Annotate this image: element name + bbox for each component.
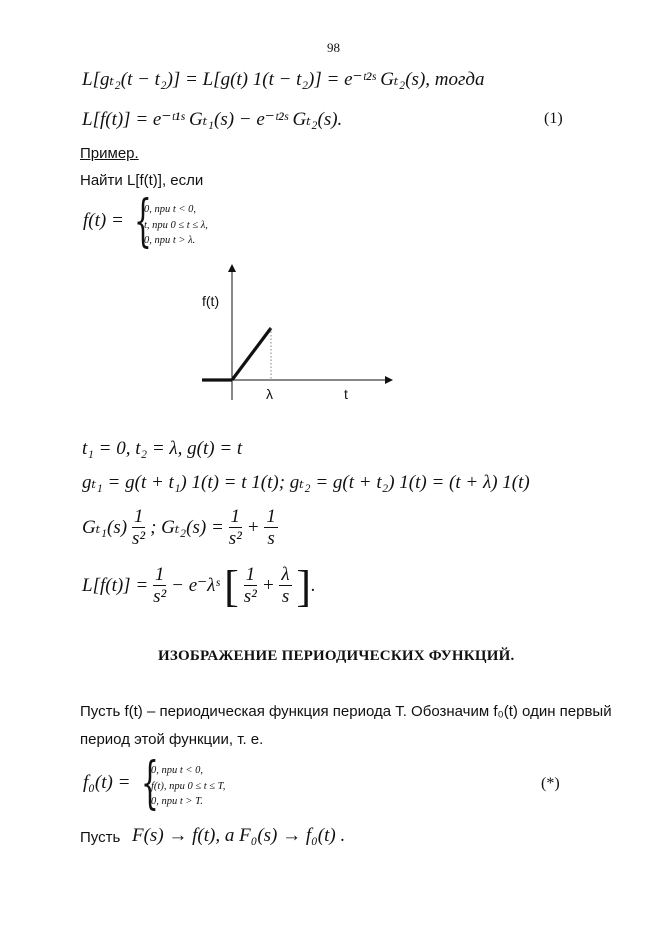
last-line-formula: F(s) → f(t), a F₀(s) → f₀(t) . [132, 825, 346, 846]
find-text: Найти L[f(t)], если [80, 172, 204, 189]
result-fraction-1 [153, 565, 167, 608]
left-bracket: [ [224, 562, 239, 611]
equation-1: L[f(t)] = e⁻ᵗ¹ˢ Gₜ₁(s) − e⁻ᵗ²ˢ Gₜ₂(s). [82, 109, 343, 130]
piecewise2-case-1: 0, при t < 0, [151, 765, 204, 776]
laplace-result-equation [82, 561, 316, 612]
piecewise2-number: (*) [541, 775, 560, 792]
piecewise2-case-3: 0, при t > T. [151, 796, 203, 807]
result-period: . [311, 574, 316, 596]
graph-lambda-label: λ [266, 386, 273, 402]
piecewise1-case-2: t, при 0 ≤ t ≤ λ, [144, 220, 208, 231]
x-axis-arrow [385, 376, 393, 384]
parameters-equation: t₁ = 0, t₂ = λ, g(t) = t [82, 438, 243, 459]
last-line-lead: Пусть [80, 829, 121, 846]
G2-numerator-2: 1 [266, 506, 276, 527]
paragraph-line-1: Пусть f(t) – периодическая функция периода T. Обозначим f₀(t) один первый [80, 703, 612, 720]
piecewise2-lhs: f₀(t) = [83, 772, 131, 793]
piecewise1-case-1: 0, при t < 0, [144, 204, 197, 215]
result-numerator-3: λ [281, 564, 290, 585]
piecewise2-brace: { [141, 751, 159, 816]
result-numerator-1: 1 [154, 564, 165, 585]
result-lhs: L[f(t)] = [82, 574, 149, 596]
graph-ramp-segment [232, 328, 271, 380]
G2-fraction-1 [229, 507, 243, 550]
result-denominator-1: s² [153, 586, 167, 607]
result-denominator-3: s [281, 586, 290, 607]
right-bracket: ] [296, 562, 312, 611]
shift-equation: L[gₜ₂(t − t₂)] = L[g(t) 1(t − t₂)] = e⁻ᵗ²ˢ Gₜ₂(s), тогда [82, 69, 485, 90]
result-denominator-2: s² [243, 586, 257, 607]
page-number: 98 [327, 40, 340, 55]
function-graph [190, 262, 410, 412]
G2-lhs: ; Gₜ₂(s) = [150, 516, 224, 538]
section-heading: ИЗОБРАЖЕНИЕ ПЕРИОДИЧЕСКИХ ФУНКЦИЙ. [158, 648, 515, 664]
result-numerator-2: 1 [245, 564, 256, 585]
G2-denominator-1: s² [228, 528, 242, 549]
result-fraction-3 [279, 565, 291, 608]
G-transforms-equation [82, 507, 278, 550]
y-axis-arrow [228, 264, 236, 272]
G1-numerator: 1 [133, 506, 144, 527]
paragraph-line-2: период этой функции, т. е. [80, 731, 264, 748]
graph-x-label: t [344, 386, 348, 402]
G2-denominator-2: s [267, 528, 275, 549]
graph-y-label: f(t) [202, 293, 220, 309]
G2-plus: + [246, 516, 260, 538]
result-exponent: − e⁻λˢ [171, 574, 220, 596]
G1-lhs: Gₜ₁(s) [82, 516, 128, 538]
piecewise2-case-2: f(t), при 0 ≤ t ≤ T, [151, 781, 226, 792]
piecewise1-brace: { [134, 189, 152, 254]
result-plus: + [261, 574, 275, 596]
G2-fraction-2 [264, 507, 278, 550]
example-label: Пример. [80, 145, 139, 162]
G1-denominator: s² [132, 528, 146, 549]
piecewise1-case-3: 0, при t > λ. [144, 235, 196, 246]
g-functions-equation: gₜ₁ = g(t + t₁) 1(t) = t 1(t); gₜ₂ = g(t + t₂) 1(t) = (t + λ) 1(t) [82, 472, 530, 493]
G2-numerator-1: 1 [230, 506, 241, 527]
result-fraction-2 [244, 565, 258, 608]
G1-fraction [132, 507, 146, 550]
equation-1-number: (1) [544, 110, 563, 127]
piecewise1-lhs: f(t) = [83, 210, 124, 231]
